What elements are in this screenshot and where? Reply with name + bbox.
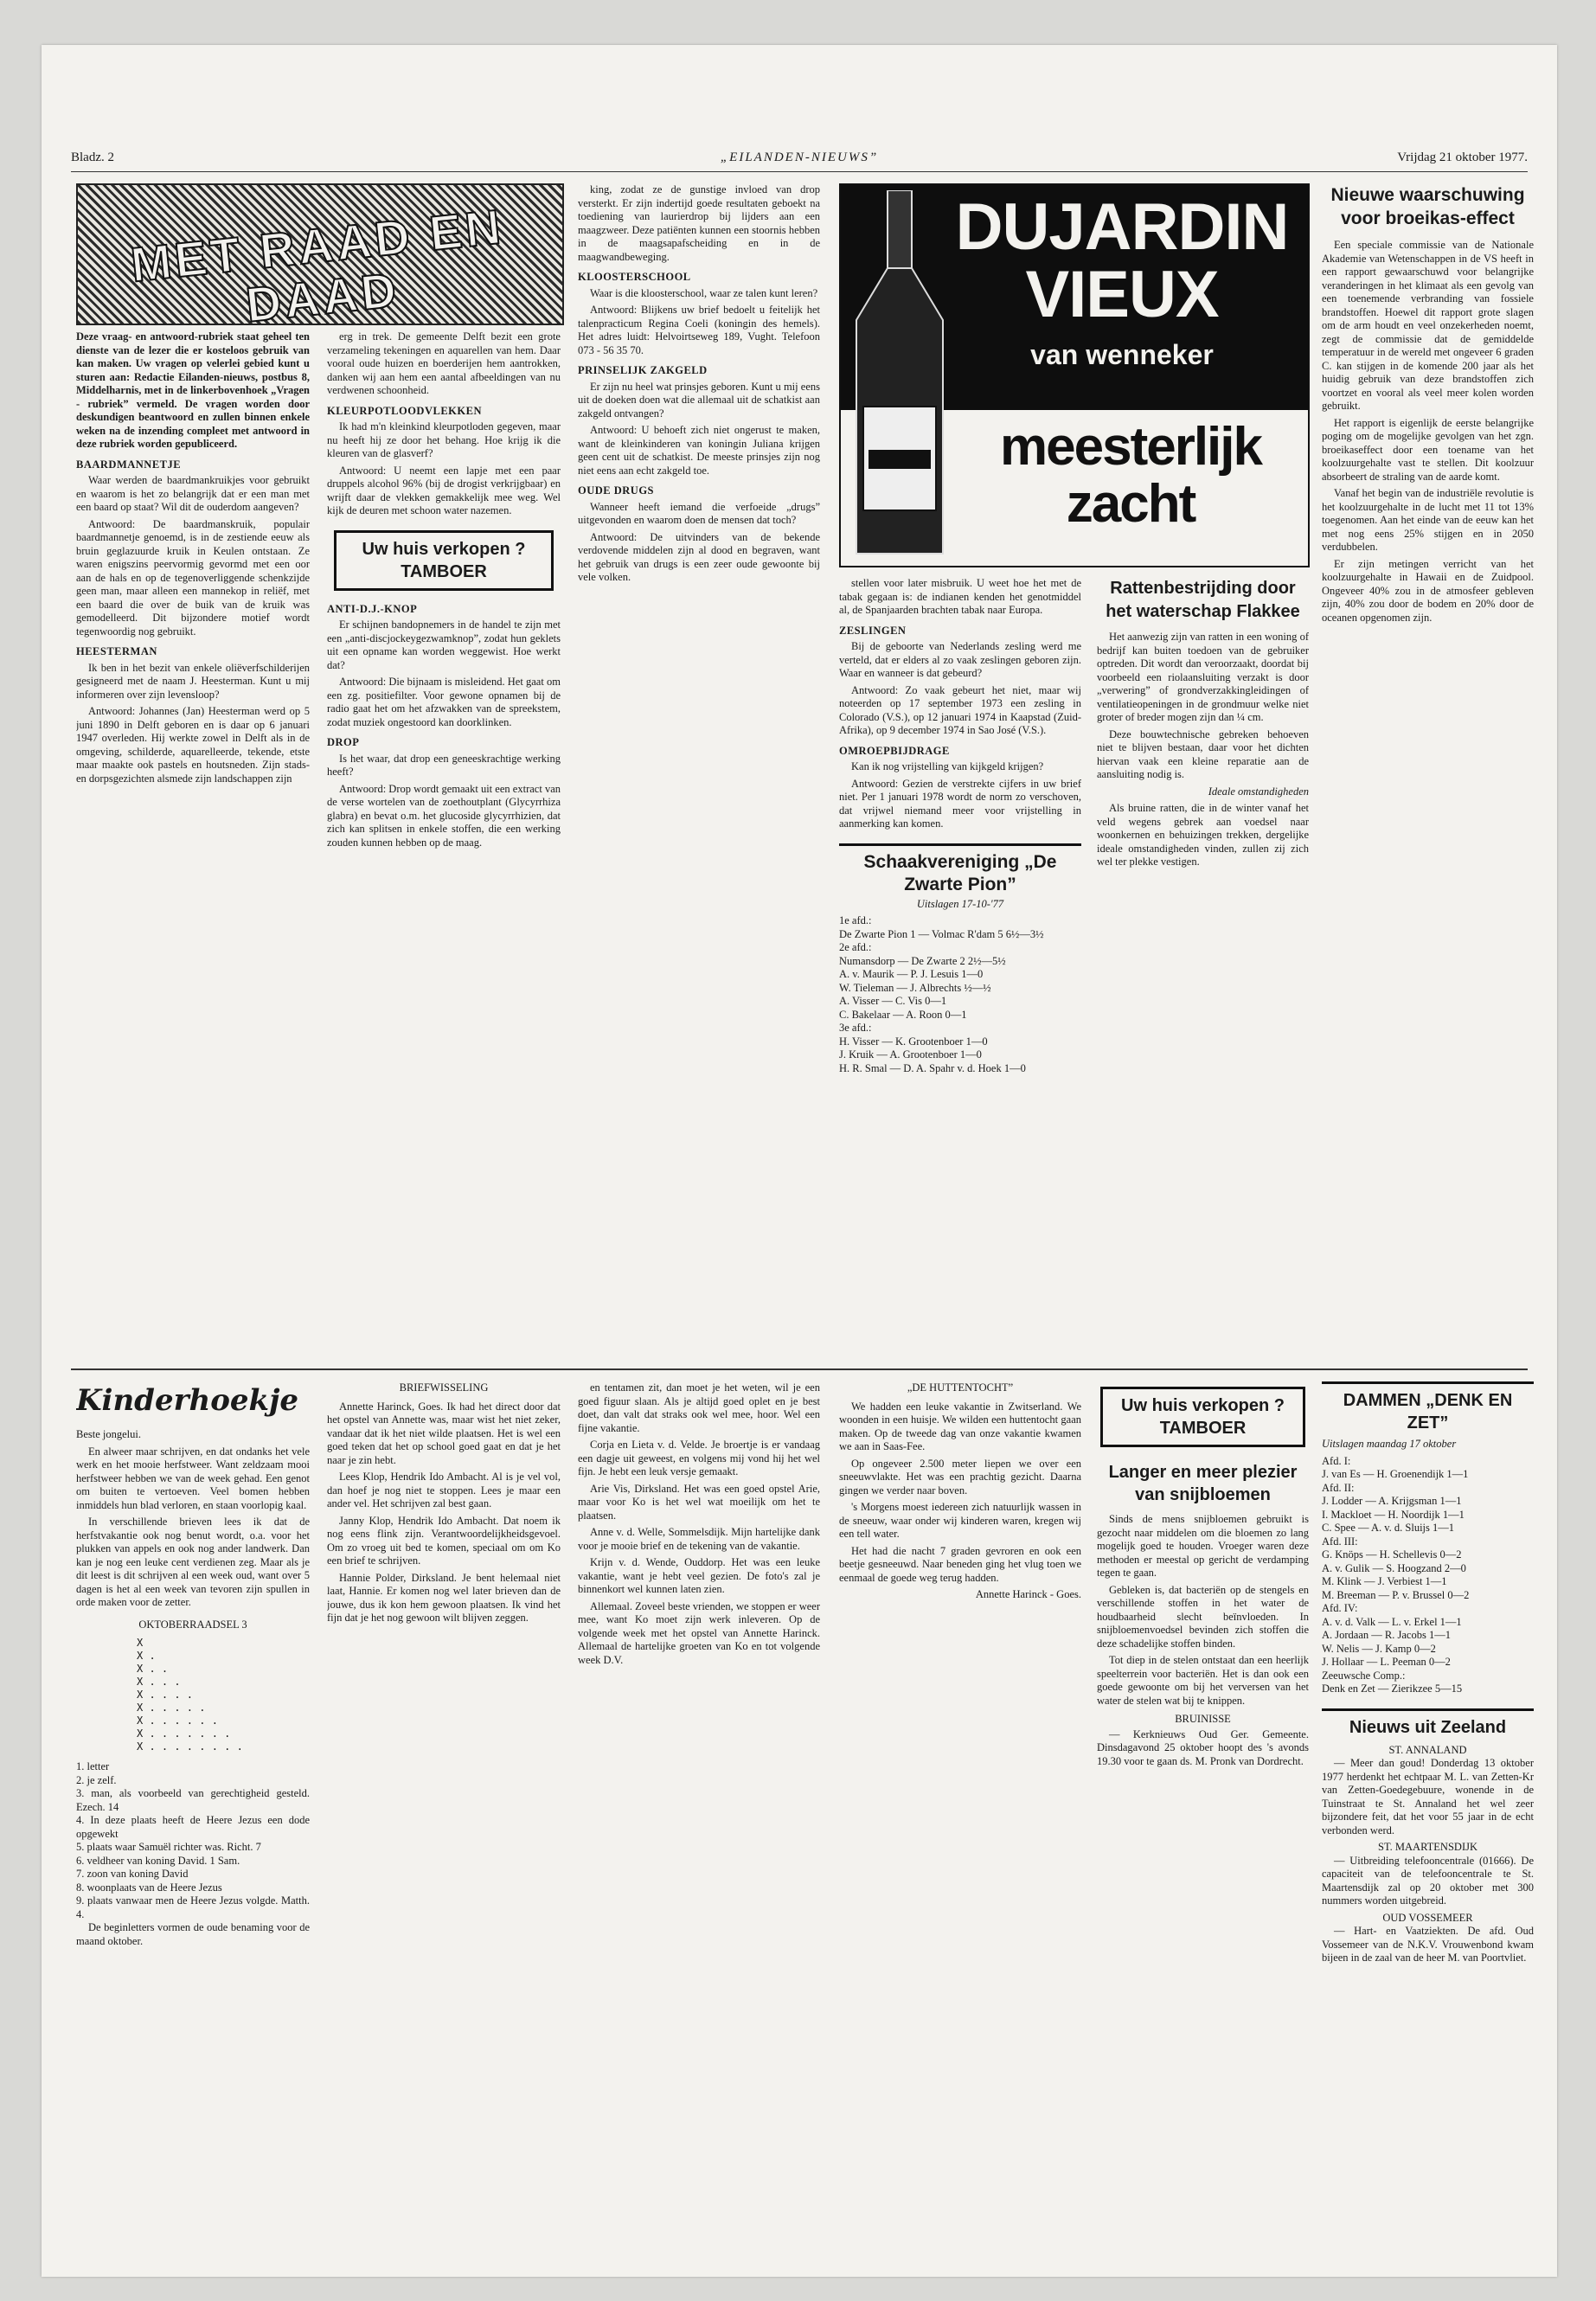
snij-title: Langer en meer plezier van snijbloemen bbox=[1108, 1463, 1298, 1504]
text: Het had die nacht 7 graden gevroren en ook een beetje gesneeuwd. Naar beneden ging het vlug toen we eenmaal de goede weg terug hadden. bbox=[839, 1544, 1081, 1584]
schaak-line: J. Kruik — A. Grootenboer 1—0 bbox=[839, 1048, 982, 1061]
text: stellen voor later misbruik. U weet hoe het met de tabak gegaan is: de indianen kenden het genotmiddel al, de Spanjaarden brachten tabak naar Europa. bbox=[839, 577, 1081, 616]
text: Antwoord: Gezien de verstrekte cijfers in uw brief niet. Per 1 januari 1978 wordt de norm zo verschoven, dat vrijwel niemand meer voor vrijstelling in aanmerking kan komen. bbox=[839, 777, 1081, 830]
text: Antwoord: Die bijnaam is misleidend. Het gaat om een zg. positiefilter. Voor gewone opnamen bij de radio gaat het om het afzwakken van de spreekstem, zodat muziek ongestoord kan doorklinken. bbox=[327, 676, 561, 728]
dammen-line: M. Breeman — P. v. Brussel 0—2 bbox=[1322, 1588, 1470, 1601]
heading-st-annaland: ST. ANNALAND bbox=[1388, 1743, 1467, 1756]
column-2 bbox=[327, 330, 561, 1360]
ad-slogan-1: meesterlijk bbox=[1000, 417, 1261, 477]
heading-anti-dj: ANTI-D.J.-KNOP bbox=[327, 602, 418, 615]
heading-oude-drugs: OUDE DRUGS bbox=[578, 484, 654, 497]
text: en tentamen zit, dan moet je het weten, wil je een goed figuur slaan. Als je altijd goed oplet en je best doet, dan valt dat straks ook wel mee, hoor. Wel een fijne vakantie. bbox=[578, 1381, 820, 1434]
newspaper-page bbox=[42, 45, 1557, 2277]
text: Janny Klop, Hendrik Ido Ambacht. Dat noem ik nog eens flink zijn. Verantwoordelijkheidsgevoel. Om zo vroeg uit bed te komen, speciaal om om Ko een brief te schrijven. bbox=[327, 1514, 561, 1567]
ad-slogan-2: zacht bbox=[1066, 474, 1195, 534]
issue-date: Vrijdag 21 oktober 1977. bbox=[1397, 151, 1528, 164]
text: Kan ik nog vrijstelling van kijkgeld krijgen? bbox=[851, 760, 1044, 772]
heading-baardmannetje: BAARDMANNETJE bbox=[76, 458, 182, 471]
raadsel-clue: 8. woonplaats van de Heere Jezus bbox=[76, 1881, 222, 1894]
dammen-line: J. Hollaar — L. Peeman 0—2 bbox=[1322, 1656, 1451, 1668]
heading-omroepbijdrage: OMROEPBIJDRAGE bbox=[839, 744, 950, 757]
text: Er zijn metingen verricht van het koolzuurgehalte in Hawaii en de Zuidpool. Ongeveer 40% zou in de atmosfeer gebleven zijn, 40% zou door de bodem en 20% door de oceanen opgenomen zijn. bbox=[1322, 557, 1534, 624]
text: Antwoord: U behoeft zich niet ongerust te maken, want de kleinkinderen van koningin Juliana krijgen geen cent uit de schatkist. De meeste prinsjes zijn nog niet eens aan echt zakgeld toe. bbox=[578, 424, 820, 477]
huttentocht bbox=[839, 1381, 1081, 2238]
tamboer-ad-2: Uw huis verkopen ? TAMBOER bbox=[1100, 1387, 1305, 1447]
text: — Meer dan goud! Donderdag 13 oktober 1977 herdenkt het echtpaar M. L. van Zetten-Kr van Zetten-Goedegebuure, wonende in de Tuinstraat te St. Annaland het wel zeer bijzondere feit, dat het voor 55 jaar in de echt verbonden werd. bbox=[1322, 1757, 1534, 1836]
dammen-line: Afd. I: bbox=[1322, 1454, 1351, 1467]
schaak-line: 2e afd.: bbox=[839, 941, 872, 953]
text: Antwoord: Zo vaak gebeurt het niet, maar wij noteerden op 17 september 1973 een zesling in Colorado (V.S.), op 12 januari 1974 in Kaapstad (Zuid-Afrika), op 9 december 1974 in Sao José (V.S.). bbox=[839, 683, 1081, 736]
raadsel-clue: 2. je zelf. bbox=[76, 1773, 117, 1786]
text: Allemaal. Zoveel beste vrienden, we stoppen er weer mee, want Ko moet zijn werk inleveren. Op de volgende week met het opstel van Annette Harinck. Allemaal de hartelijke groeten van Ko en tot volgende week D.V. bbox=[578, 1599, 820, 1666]
raadsel-clue: 4. In deze plaats heeft de Heere Jezus een dode opgewekt bbox=[76, 1814, 310, 1840]
text: 's Morgens moest iedereen zich natuurlijk wassen in de sneeuw, waar onder wij kinderen waren, kregen wij een tell water. bbox=[839, 1501, 1081, 1540]
briefwisseling-1 bbox=[327, 1381, 561, 2238]
tamboer-ad-1: Uw huis verkopen ? TAMBOER bbox=[334, 530, 554, 591]
text: Ik had m'n kleinkind kleurpotloden gegeven, maar nu heeft hij ze door het behang. Hoe krijg ik die kleuren van de glasverf? bbox=[327, 420, 561, 459]
page-number: Bladz. 2 bbox=[71, 151, 114, 164]
heading-kloosterschool: KLOOSTERSCHOOL bbox=[578, 271, 691, 283]
raadsel-clues bbox=[76, 1760, 310, 1921]
raadsel-grid bbox=[76, 1637, 310, 1753]
dammen-line: W. Nelis — J. Kamp 0—2 bbox=[1322, 1642, 1436, 1655]
raadsel-row: X . . . . bbox=[137, 1689, 194, 1701]
text: In verschillende brieven lees ik dat de herfstvakantie ook nog benut wordt, o.a. voor het plukken van appels en ook nog ander landwerk. Dan kan je nog een leuke cent verdienen zeg. Maar als je dit leest is dit schrijven al een week oud, want over 5 dagen is het al een week van tevoren zijn spullen in orde maken voor de zetter. bbox=[76, 1516, 310, 1608]
dammen-line: Afd. II: bbox=[1322, 1481, 1355, 1494]
ad-subtitle: van wenneker bbox=[1030, 339, 1214, 370]
text: Antwoord: Johannes (Jan) Heesterman werd op 5 juni 1890 in Delft geboren en is daar op 6 januari 1947 overleden. Hij werkte zowel in Delft als in de omgeving, schilderde, aquarelleerde, tekende, etste maar maakte ook pastels en houtsneden. Zijn stads- en dorpsgezichten alsmede zijn landschappen zijn bbox=[76, 705, 310, 785]
raadsel-row: X . . . . . . . bbox=[137, 1727, 231, 1740]
heading-oud-vossemeer: OUD VOSSEMEER bbox=[1382, 1911, 1473, 1924]
text: Corja en Lieta v. d. Velde. Je broertje is er vandaag een dagje uit geweest, en volgens mij vond hij het wel fijn. Je hebt een leuk versje gemaakt. bbox=[578, 1439, 820, 1477]
raadsel-clue: 3. man, als voorbeeld van gerechtigheid gesteld. Ezech. 14 bbox=[76, 1787, 310, 1813]
dammen-zeeland bbox=[1322, 1381, 1534, 2238]
dammen-line: M. Klink — J. Verbiest 1—1 bbox=[1322, 1575, 1447, 1587]
ratten-article bbox=[1097, 577, 1309, 1360]
text: Er schijnen bandopnemers in de handel te zijn met een „anti-discjockeygezwamknop”, zodat hun geklets uit een opname kan worden weggewist. Hoe werkt dat? bbox=[327, 619, 561, 671]
heading-bruinisse: BRUINISSE bbox=[1175, 1713, 1231, 1725]
text: Antwoord: Blijkens uw brief bedoelt u feitelijk het talenpracticum Regina Coeli (koningin des hemels). Het adres luidt: Helvoirtseweg 189, Vught. Telefoon 073 - 56 35 70. bbox=[578, 304, 820, 356]
dammen-line: Afd. IV: bbox=[1322, 1602, 1358, 1614]
schaak-subtitle: Uitslagen 17-10-'77 bbox=[916, 897, 1004, 910]
dammen-line: Afd. III: bbox=[1322, 1535, 1358, 1548]
dujardin-advertisement bbox=[839, 183, 1310, 567]
text: Ik ben in het bezit van enkele oliëverfschilderijen gesigneerd met de naam J. Heesterman. Kunt u mij informeren over zijn levensloop? bbox=[76, 661, 310, 701]
greeting: Beste jongelui. bbox=[76, 1428, 141, 1440]
raadsel-row: X . . . . . . . . bbox=[137, 1740, 243, 1753]
schaak-line: H. Visser — K. Grootenboer 1—0 bbox=[839, 1035, 988, 1048]
raadsel-title: OKTOBERRAADSEL 3 bbox=[138, 1618, 247, 1631]
dammen-line: A. v. d. Valk — L. v. Erkel 1—1 bbox=[1322, 1615, 1462, 1628]
column-4 bbox=[839, 577, 1081, 1360]
text: Is het waar, dat drop een geneeskrachtige werking heeft? bbox=[327, 752, 561, 778]
schaak-line: 1e afd.: bbox=[839, 914, 872, 926]
raadsel-clue: 6. veldheer van koning David. 1 Sam. bbox=[76, 1854, 240, 1867]
text: Antwoord: De baardmanskruik, populair baardmannetje genoemd, is in de zestiende eeuw als bruin geglazuurde kruik in Keulen ontstaan. Ze waren enigszins peervormig gevormd met een oor aan de hals en op de tegenoverliggende schenkzijde geen man, maar alleen een mannekop in reliëf, met een baard die over de buik van de kruik was gemodelleerd. Dit bijzondere motief wordt tegenwoordig nog gebruikt. bbox=[76, 517, 310, 638]
text: king, zodat ze de gunstige invloed van drop versterkt. Er zijn indertijd goede resultaten geboekt na toediening van laurierdrop bij lijders aan een maagzweer. Deze patiënten kunnen een stoornis hebben in de maagsapafscheiding en in de maagwandbeweging. bbox=[578, 183, 820, 263]
schaak-line: W. Tieleman — J. Albrechts ½—½ bbox=[839, 981, 991, 994]
text: De beginletters vormen de oude benaming voor de maand oktober. bbox=[76, 1921, 310, 1947]
text: We hadden een leuke vakantie in Zwitserland. We woonden in een huisje. We wilden een huttentocht gaan maken. Op de tweede dag van onze vakantie kwamen we aan in Saas-Fee. bbox=[839, 1400, 1081, 1452]
raadsel-row: X bbox=[137, 1637, 144, 1649]
text: erg in trek. De gemeente Delft bezit een grote verzameling tekeningen en aquarellen van hem. Daar vooral oude huizen en boerderijen hem aantrokken, danken wij aan hem een aantal afbeeldingen van nu verdwenen schoonheid. bbox=[327, 330, 561, 396]
heading-st-maartensdijk: ST. MAARTENSDIJK bbox=[1378, 1841, 1477, 1853]
klimaat-title: Nieuwe waarschuwing voor broeikas-effect bbox=[1330, 185, 1525, 228]
schaak-line: A. Visser — C. Vis 0—1 bbox=[839, 995, 947, 1007]
schaak-line: A. v. Maurik — P. J. Lesuis 1—0 bbox=[839, 968, 984, 980]
section-divider bbox=[71, 1368, 1528, 1370]
hutten-title: „DE HUTTENTOCHT” bbox=[907, 1381, 1014, 1394]
text: Een speciale commissie van de Nationale Akademie van Wetenschappen in de VS heeft in een rapport gewaarschuwd voor belangrijke veranderingen in het klimaat als een gevolg van een toenemende verbranding van fossiele brandstoffen. Hoewel dit rapport grote slagen om de arm houdt en veel onzekerheden noemt, zegt de commissie dat de gemiddelde temperatuur in de wereld met ongeveer 6 graden C. kan stijgen in de komende 200 jaar als het huidig gebruik van deze brandstoffen zich voortzet en vooral als veel meer kolen worden gebruikt. bbox=[1322, 239, 1534, 412]
text: — Hart- en Vaatziekten. De afd. Oud Vossemeer van de N.K.V. Vrouwenbond kwam bijeen in de zaal van de heer M. van Poortvliet. bbox=[1322, 1925, 1534, 1964]
text: Hannie Polder, Dirksland. Je bent helemaal niet laat, Hannie. Er komen nog wel later brieven dan de jouwe, dus ik kon hem gewoon plaatsen. Ik vind het fijn dat je het nog gewoon wilt blijven zeggen. bbox=[327, 1571, 561, 1624]
text: Op ongeveer 2.500 meter liepen we over een sneeuwvlakte. Het was een prachtig gezicht. Daarna gingen we verder naar boven. bbox=[839, 1457, 1081, 1497]
text: Bij de geboorte van Nederlands zesling werd me verteld, dat er elders al zo vaak zeslingen geboren zijn. Waar en wanneer is dat gebeurd? bbox=[839, 640, 1081, 679]
ratten-title: Rattenbestrijding door het waterschap Flakkee bbox=[1106, 579, 1300, 621]
hutten-signature: Annette Harinck - Goes. bbox=[975, 1588, 1081, 1600]
raadsel-row: X . . . bbox=[137, 1676, 181, 1688]
text: Wanneer heeft iemand die verfoeide „drugs” uitgevonden en waarom doen de mensen dat toch? bbox=[578, 500, 820, 526]
dammen-line: Zeeuwsche Comp.: bbox=[1322, 1669, 1406, 1682]
text: Vanaf het begin van de industriële revolutie is het koolzuurgehalte in de lucht met 11 tot 13% toegenomen. Aan het einde van de eeuw kan het met nog eens 25% stijgen en in 2050 verdubbelen. bbox=[1322, 487, 1534, 553]
text: Gebleken is, dat bacteriën op de stengels en verschillende stoffen in het water de houdbaarheid slecht beïnvloeden. In snijbloemenvoedsel bevinden zich stoffen die deze schadelijke stoffen binden. bbox=[1097, 1583, 1309, 1650]
dammen-line: C. Spee — A. v. d. Sluijs 1—1 bbox=[1322, 1522, 1455, 1534]
vraag-banner bbox=[76, 183, 564, 332]
text: Antwoord: Drop wordt gemaakt uit een extract van de verse wortelen van de zoethoutplant (Glycyrrhiza glabra) en bevat o.m. het glucoside glycyrrhizien, dat zich kan splitsen in enkele stoffen, die een werking zouden kunnen hebben op de maag. bbox=[327, 782, 561, 849]
text: En alweer maar schrijven, en dat ondanks het vele werk en het mooie herfstweer. Want zeldzaam mooi herfstweer hebben we van de week gehad. Een genot om buiten te vertoeven. Veel bomen hebben inmiddels hun blad verloren, en staan voorlopig kaal. bbox=[76, 1445, 310, 1511]
raadsel-clue: 9. plaats vanwaar men de Heere Jezus volgde. Matth. 4. bbox=[76, 1894, 310, 1920]
snijbloemen bbox=[1097, 1381, 1309, 2238]
vraag-banner-text: MET RAAD EN DAAD bbox=[128, 198, 507, 332]
text: Waar werden de baardmankruikjes voor gebruikt en waarom is het zo belangrijk dat er een man met een baard op staat? Wil dit de ouderdom aangeven? bbox=[76, 474, 310, 513]
text: Het aanwezig zijn van ratten in een woning of bedrijf kan buiten toedoen van de gebruiker optreden. Dit wordt dan veroorzaakt, doordat bij voorbeeld een riolaansluiting verzakt is door „verwering” of grondverzakkingleidingen of ventilatieopeningen in de grondmuur welke niet groter of breder mogen zijn dan ¼ cm. bbox=[1097, 631, 1309, 723]
heading-drop: DROP bbox=[327, 736, 360, 748]
dammen-title: DAMMEN „DENK EN ZET” bbox=[1322, 1381, 1534, 1434]
kinderhoekje bbox=[76, 1381, 310, 2238]
schaak-results bbox=[839, 914, 1081, 1075]
ad-brand-2: VIEUX bbox=[1025, 258, 1219, 331]
heading-kleurpotlood: KLEURPOTLOODVLEKKEN bbox=[327, 404, 482, 417]
text: Annette Harinck, Goes. Ik had het direct door dat het opstel van Annette was, maar wist het niet zeker, vandaar dat ik het niet wilde plaatsen. Het is wel een goed teken dat het op school goed gaat en dat je het naar je zin hebt. bbox=[327, 1400, 561, 1466]
dammen-line: J. van Es — H. Groenendijk 1—1 bbox=[1322, 1468, 1469, 1480]
dammen-line: G. Knöps — H. Schellevis 0—2 bbox=[1322, 1548, 1462, 1561]
text: Als bruine ratten, die in de winter vanaf het veld wegens gebrek aan voedsel naar woonkernen en behuizingen trekken, dergelijke ideale omstandigheden vinden, zullen zij zich wel ter plekke vestigen. bbox=[1097, 802, 1309, 868]
text: Antwoord: De uitvinders van de bekende verdovende middelen zijn al dood en begraven, want het gebruik van drugs is een zeer oude gewoonte bij vele volken. bbox=[578, 530, 820, 583]
ad-brand bbox=[945, 190, 1299, 331]
dammen-line: I. Mackloet — H. Noordijk 1—1 bbox=[1322, 1508, 1465, 1521]
schaak-line: C. Bakelaar — A. Roon 0—1 bbox=[839, 1008, 967, 1021]
dammen-line: A. Jordaan — R. Jacobs 1—1 bbox=[1322, 1629, 1451, 1641]
schaak-line: Numansdorp — De Zwarte 2 2½—5½ bbox=[839, 954, 1006, 967]
text: Antwoord: U neemt een lapje met een paar druppels alcohol 96% (bij de drogist verkrijgbaar) en wrijft daar de vlekken gemakkelijk mee weg. Wel kijk de deuren met schoon water nazemen. bbox=[327, 464, 561, 516]
column-3 bbox=[578, 183, 820, 1360]
dammen-line: Denk en Zet — Zierikzee 5—15 bbox=[1322, 1682, 1463, 1695]
raadsel-clue: 1. letter bbox=[76, 1760, 110, 1772]
schaak-line: H. R. Smal — D. A. Spahr v. d. Hoek 1—0 bbox=[839, 1061, 1026, 1074]
text: — Kerknieuws Oud Ger. Gemeente. Dinsdagavond 25 oktober hoopt des 's avonds 19.30 voor te gaan ds. M. Pronk van Dordrecht. bbox=[1097, 1727, 1309, 1767]
zeeland-title: Nieuws uit Zeeland bbox=[1322, 1708, 1534, 1739]
briefwisseling-2 bbox=[578, 1381, 820, 2238]
text: Arie Vis, Dirksland. Het was een goed opstel Arie, maar voor Ko is het wel wat moeilijk om het te plaatsen. bbox=[578, 1482, 820, 1522]
heading-heesterman: HEESTERMAN bbox=[76, 645, 157, 657]
text: Anne v. d. Welle, Sommelsdijk. Mijn hartelijke dank voor je mooie brief en de tekening van de vakantie. bbox=[578, 1526, 820, 1552]
text: Lees Klop, Hendrik Ido Ambacht. Al is je vel vol, dan hoef je nog niet te stoppen. Lees je maar een ander vel. Het schrijven zal best gaan. bbox=[327, 1471, 561, 1509]
page-header bbox=[71, 147, 1528, 172]
dammen-line: J. Lodder — A. Krijgsman 1—1 bbox=[1322, 1495, 1462, 1507]
vraag-intro: Deze vraag- en antwoord-rubriek staat geheel ten dienste van de lezer die er kosteloos gebruik van kan maken. Uw vragen op velerlei gebied kunt u sturen aan: Redactie Eilanden-nieuws, postbus 8, Middelharnis, met in de linkerbovenhoek „Vragen - rubriek” vermeld. De vragen worden door deskundigen beantwoord en zullen binnen enkele weken na de inzending compleet met antwoord in deze rubriek worden gepubliceerd. bbox=[76, 330, 310, 450]
heading-prinselijk: PRINSELIJK ZAKGELD bbox=[578, 364, 708, 376]
ratten-subhead: Ideale omstandigheden bbox=[1208, 785, 1309, 798]
raadsel-row: X . . . . . bbox=[137, 1702, 206, 1714]
dammen-results bbox=[1322, 1455, 1534, 1696]
ad-slogan bbox=[962, 419, 1299, 533]
klimaat-article bbox=[1322, 183, 1534, 1360]
ad-brand-1: DUJARDIN bbox=[955, 190, 1289, 264]
bottle-illustration bbox=[848, 190, 952, 558]
schaak-line: 3e afd.: bbox=[839, 1022, 872, 1034]
text: Tot diep in de stelen ontstaat dan een heerlijk speelterrein voor bacteriën. Het is dan ook een goede gewoonte om bij het verversen van het water de stelen wat bij te knippen. bbox=[1097, 1654, 1309, 1707]
text: Deze bouwtechnische gebreken behoeven niet te blijven bestaan, daar voor het dichten hiervan vaak een kleine reparatie aan de aansluiting nodig is. bbox=[1097, 727, 1309, 780]
text: Er zijn nu heel wat prinsjes geboren. Kunt u mij eens uit de doeken doen wat die allemaal uit de schatkist aan zakgeld ontvangen? bbox=[578, 380, 820, 420]
masthead: „EILANDEN-NIEUWS” bbox=[720, 151, 879, 164]
text: Krijn v. d. Wende, Ouddorp. Het was een leuke vakantie, want je hebt veel gezien. De foto's zal je binnenkort wel kunnen laten zien. bbox=[578, 1556, 820, 1595]
raadsel-row: X . . . . . . bbox=[137, 1715, 218, 1727]
raadsel-row: X . . bbox=[137, 1663, 169, 1675]
text: Het rapport is eigenlijk de eerste belangrijke poging om de mogelijke gevolgen van het zgn. broeikaseffect door een toename van het koolzuurgehalte vast te stellen. Dit koolzuur absorbeert de straling van de aarde komt. bbox=[1322, 416, 1534, 483]
text: Waar is die kloosterschool, waar ze talen kunt leren? bbox=[590, 286, 818, 299]
text: Sinds de mens snijbloemen gebruikt is gezocht naar middelen om die bloemen zo lang mogelijk goed te houden. Vroeger waren deze methoden er meestal op gericht de verdamping tegen te gaan. bbox=[1097, 1513, 1309, 1579]
dammen-subtitle: Uitslagen maandag 17 oktober bbox=[1322, 1438, 1457, 1450]
kinder-title: Kinderhoekje bbox=[76, 1383, 299, 1418]
schaak-line: De Zwarte Pion 1 — Volmac R'dam 5 6½—3½ bbox=[839, 927, 1044, 940]
raadsel-clue: 5. plaats waar Samuël richter was. Richt. 7 bbox=[76, 1841, 261, 1853]
raadsel-row: X . bbox=[137, 1650, 156, 1662]
text: — Uitbreiding telefooncentrale (01666). De capaciteit van de telefooncentrale te St. Maartensdijk zal op 20 oktober met 300 nummers worden uitgebreid. bbox=[1322, 1854, 1534, 1907]
column-1 bbox=[76, 330, 310, 1360]
heading-zeslingen: ZESLINGEN bbox=[839, 624, 907, 637]
brief-title: BRIEFWISSELING bbox=[399, 1381, 489, 1394]
raadsel-clue: 7. zoon van koning David bbox=[76, 1868, 189, 1880]
schaak-title: Schaakvereniging „De Zwarte Pion” bbox=[839, 843, 1081, 896]
dammen-line: A. v. Gulik — S. Hoogzand 2—0 bbox=[1322, 1561, 1466, 1574]
